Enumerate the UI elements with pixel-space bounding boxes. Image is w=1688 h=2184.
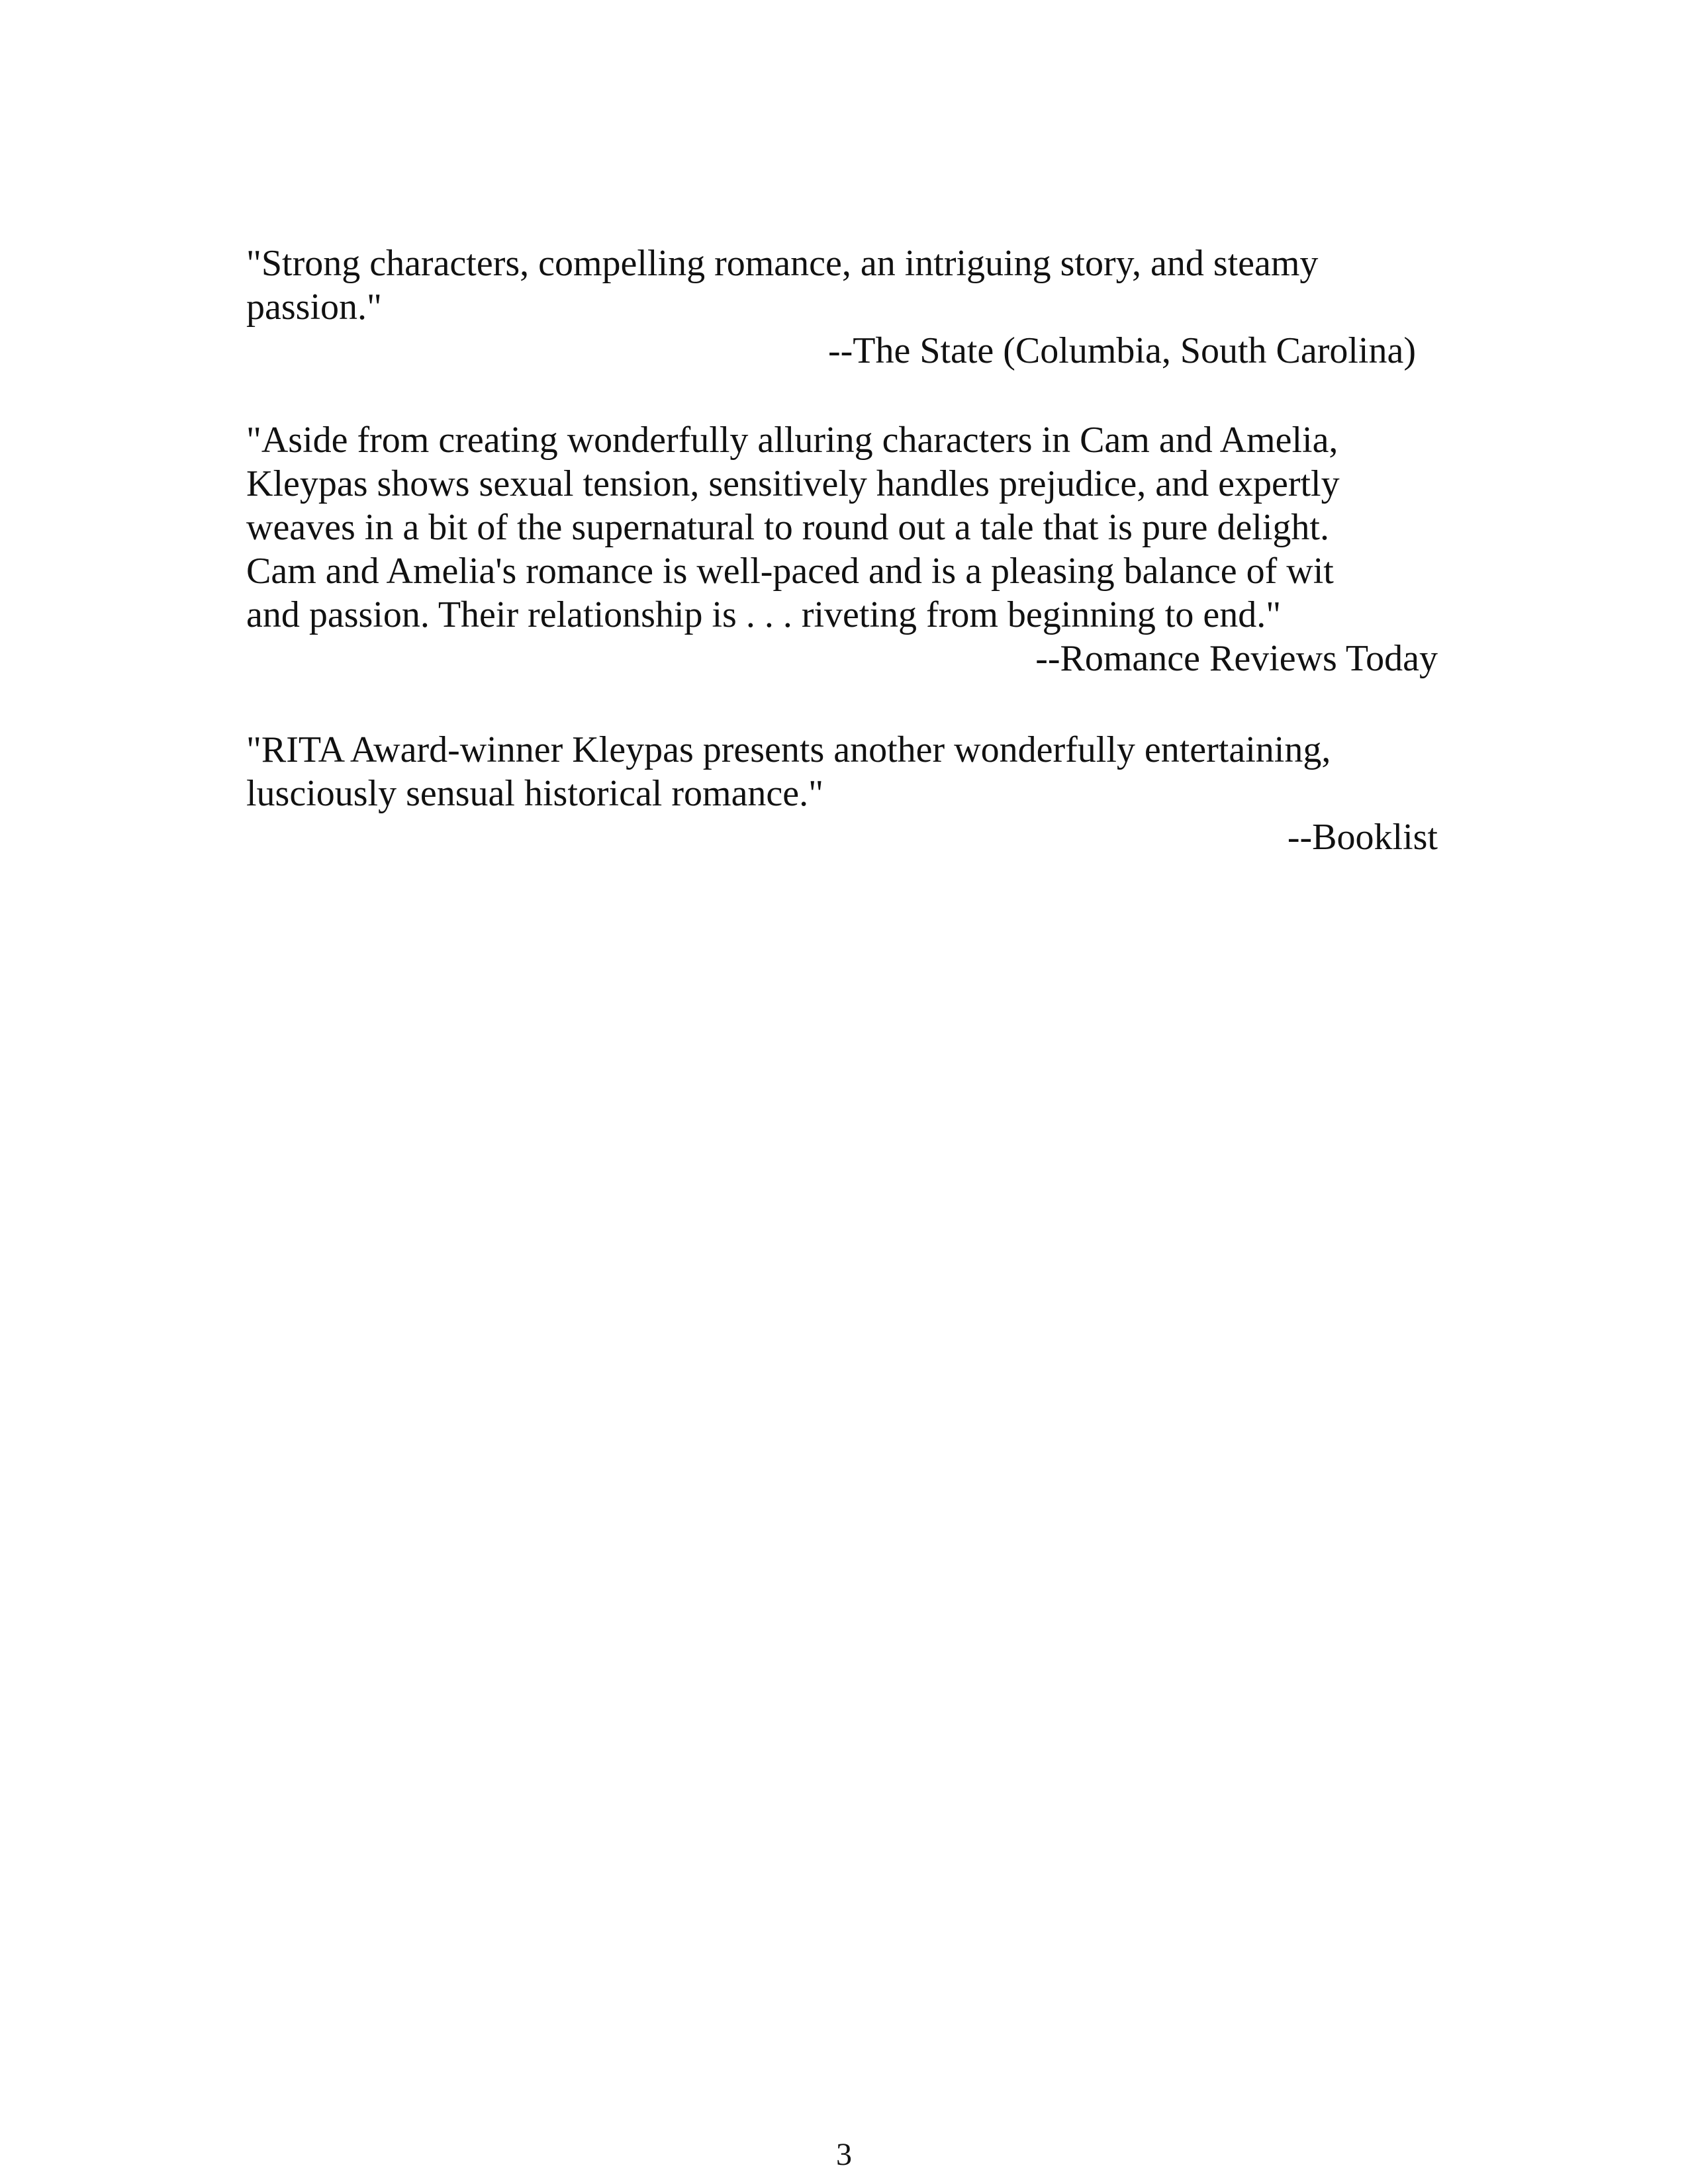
quote-line: and passion. Their relationship is . . . riveting from beginning to end." (246, 594, 1282, 635)
quote-line: Kleypas shows sexual tension, sensitively handles prejudice, and expertly (246, 463, 1340, 504)
quote-line: "Strong characters, compelling romance, an intriguing story, and steamy (246, 243, 1319, 284)
review-quote-booklist (246, 728, 1438, 859)
review-quote-the-state (246, 242, 1438, 373)
page-number: 3 (836, 2137, 852, 2172)
quote-line: passion." (246, 287, 382, 328)
review-quote-romance-reviews-today (246, 418, 1438, 680)
quote-line: weaves in a bit of the supernatural to round out a tale that is pure delight. (246, 507, 1329, 548)
quote-attribution: --Romance Reviews Today (1035, 638, 1438, 679)
quote-line: "Aside from creating wonderfully alluring characters in Cam and Amelia, (246, 420, 1338, 461)
quote-line: "RITA Award-winner Kleypas presents another wonderfully entertaining, (246, 729, 1331, 770)
quote-attribution: --Booklist (1287, 817, 1438, 858)
quote-line: lusciously sensual historical romance." (246, 773, 823, 814)
quote-line: Cam and Amelia's romance is well-paced and is a pleasing balance of wit (246, 551, 1334, 592)
quote-attribution: --The State (Columbia, South Carolina) (827, 330, 1416, 371)
